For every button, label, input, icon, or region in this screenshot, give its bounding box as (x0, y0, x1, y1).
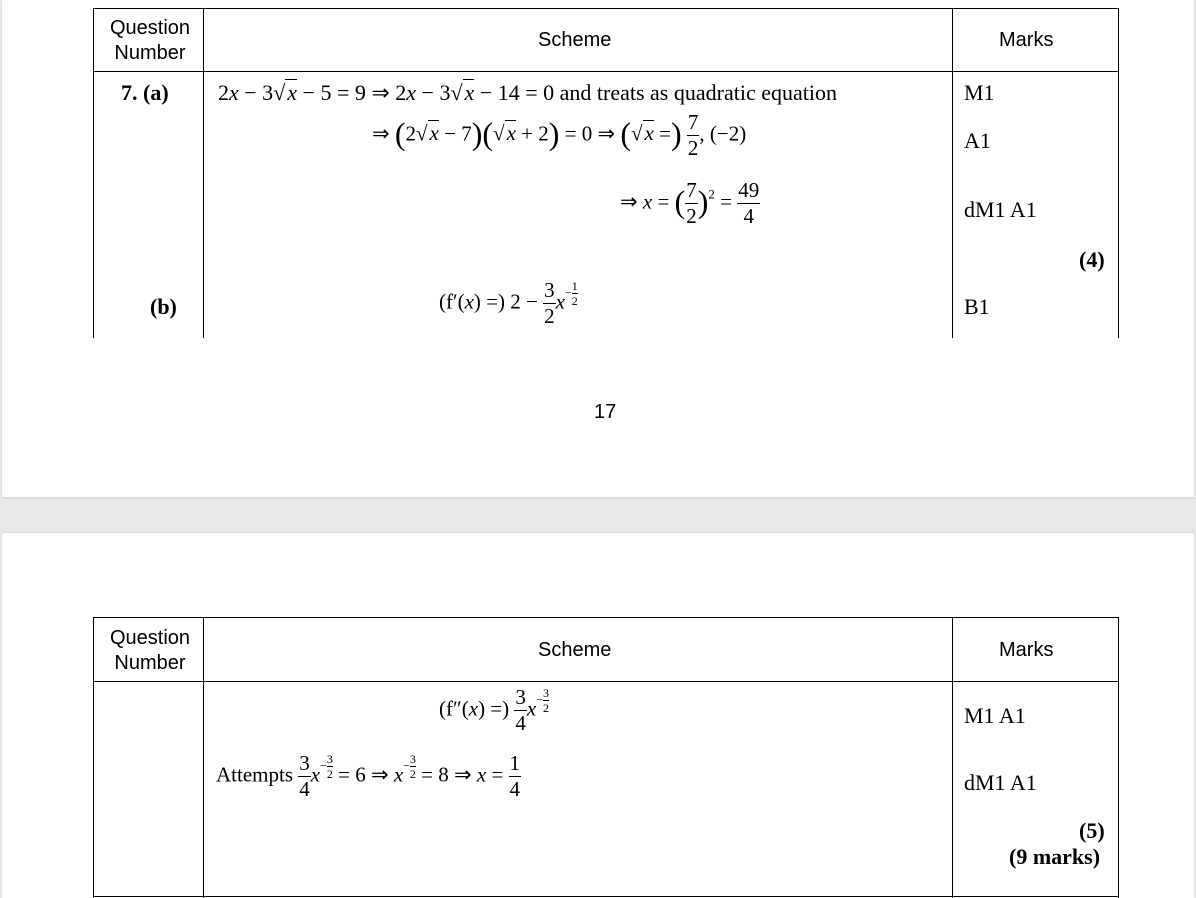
equation-7a-line3: ⇒ x = ( $\frac{7}{2}$ )$^2$ = $\frac{49}{4}$ (620, 178, 760, 228)
total-marks: (9 marks) (1009, 844, 1101, 869)
subtotal-7a: (4) (1079, 247, 1105, 272)
equation-7a-line1: 2x − 3√x − 5 = 9 ⇒ 2x − 3√x − 14 = 0 and treats as quadratic equation (218, 80, 837, 105)
table-right-border (1118, 8, 1119, 338)
table2-column-divider-2 (952, 617, 953, 898)
mark-m1a1-b: M1 A1 (964, 703, 1026, 728)
equation-7b-first-derivative: (f′(x) =) 2 − $\frac{3}{2}$ x− $\frac{1}{2}$ (439, 278, 578, 328)
header2-bottom-border (93, 681, 1119, 682)
header2-scheme: Scheme (538, 639, 612, 661)
header-scheme: Scheme (538, 29, 612, 51)
equation-attempts: Attempts $\frac{3}{4}$ x− $\frac{3}{2}$ = 6 ⇒ x− $\frac{3}{2}$ = 8 ⇒ x = $\frac{1}{4}$ (216, 751, 521, 801)
equation-7a-line2: ⇒ (2√x − 7)(√x + 2) = 0 ⇒ (√x =) $\frac{7}{2}$ , (−2) (372, 110, 747, 160)
page-number: 17 (594, 401, 617, 423)
document-page-1 (2, 0, 1194, 497)
equation-second-derivative: (f″(x) =) $\frac{3}{4}$ x− $\frac{3}{2}$ (439, 685, 550, 735)
header2-question-number: Question Number (109, 627, 191, 674)
column-divider-2 (952, 8, 953, 338)
subtotal-7b: (5) (1079, 818, 1105, 843)
header-marks: Marks (999, 29, 1054, 51)
table-left-border (93, 8, 94, 338)
mark-m1-7a: M1 (964, 80, 995, 105)
question-label-7b: (b) (150, 294, 177, 319)
attempts-label: Attempts (216, 762, 293, 787)
header-question-number: Question Number (109, 17, 191, 64)
document-page-2 (2, 533, 1194, 898)
table2-top-border (93, 617, 1119, 618)
column-divider-1 (203, 8, 204, 338)
equation-7a-suffix: and treats as quadratic equation (559, 80, 837, 105)
mark-dm1a1-7a: dM1 A1 (964, 197, 1037, 222)
table-top-border (93, 8, 1119, 9)
table2-right-border (1118, 617, 1119, 898)
table2-column-divider-1 (203, 617, 204, 898)
table2-left-border (93, 617, 94, 898)
table2-bottom-border (93, 896, 1119, 897)
mark-dm1a1-b: dM1 A1 (964, 770, 1037, 795)
mark-a1-7a: A1 (964, 128, 991, 153)
header2-marks: Marks (999, 639, 1054, 661)
mark-b1-7b: B1 (964, 294, 990, 319)
header-bottom-border (93, 71, 1119, 72)
question-label-7a: 7. (a) (121, 80, 169, 105)
